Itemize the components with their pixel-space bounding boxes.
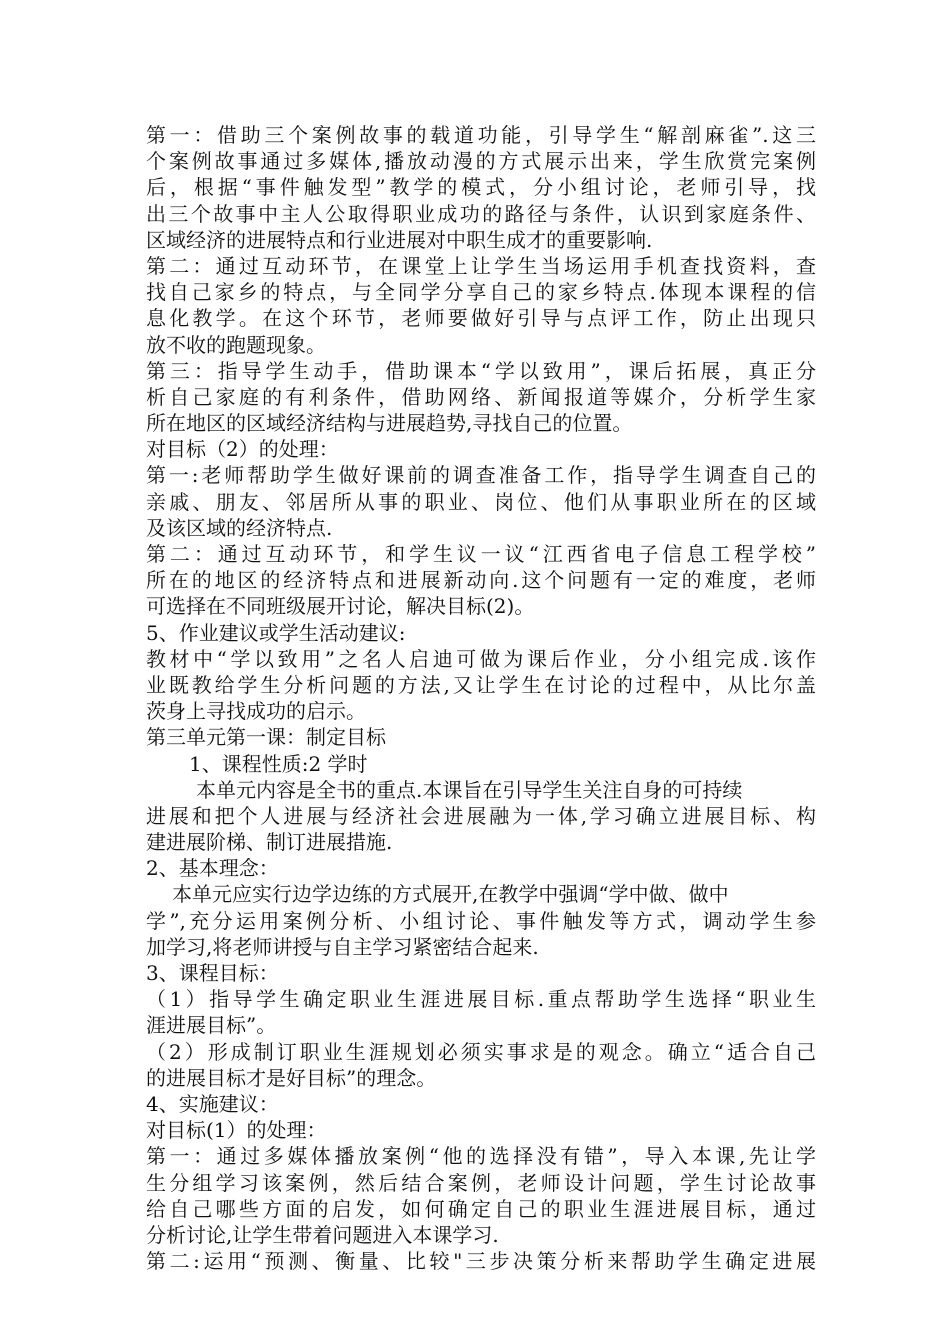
text-line: 教材中“学以致用”之名人启迪可做为课后作业，分小组完成.该作 bbox=[146, 646, 816, 671]
text-line: 生分组学习该案例，然后结合案例，老师设计问题，学生讨论故事 bbox=[146, 1170, 816, 1195]
text-line: 可选择在不同班级展开讨论，解决目标(2)。 bbox=[146, 594, 535, 619]
text-line: 3、课程目标： bbox=[146, 961, 279, 985]
text-line: 息化教学。在这个环节，老师要做好引导与点评工作，防止出现只 bbox=[146, 306, 816, 331]
text-line: 出三个故事中主人公取得职业成功的路径与条件，认识到家庭条件、 bbox=[146, 201, 816, 226]
text-line: 及该区域的经济特点. bbox=[146, 515, 333, 540]
text-line: 第三：指导学生动手，借助课本“学以致用”，课后拓展，真正分 bbox=[146, 358, 816, 383]
text-line: 第一：借助三个案例故事的载道功能，引导学生“解剖麻雀”.这三 bbox=[146, 123, 816, 147]
text-line: 对目标(1）的处理： bbox=[146, 1118, 327, 1143]
text-line: 1、课程性质:2 学时 bbox=[189, 751, 368, 776]
text-line: 找自己家乡的特点，与全同学分享自己的家乡特点.体现本课程的信 bbox=[146, 280, 816, 305]
text-line: 对目标（2）的处理： bbox=[146, 437, 339, 462]
text-line: 后，根据“事件触发型”教学的模式，分小组讨论，老师引导，找 bbox=[146, 175, 816, 200]
text-line: 本单元应实行边学边练的方式展开,在教学中强调“学中做、做中 bbox=[172, 882, 729, 907]
text-line: 放不收的跑题现象。 bbox=[146, 332, 326, 357]
text-line: 区域经济的进展特点和行业进展对中职生成才的重要影响. bbox=[146, 227, 653, 252]
text-line: 5、作业建议或学生活动建议: bbox=[146, 620, 406, 645]
text-line: （2）形成制订职业生涯规划必须实事求是的观念。确立“适合自己 bbox=[146, 1039, 816, 1064]
text-line: 建进展阶梯、制订进展措施. bbox=[146, 830, 393, 855]
text-line: 第一:老师帮助学生做好课前的调查准备工作，指导学生调查自己的 bbox=[146, 463, 816, 488]
text-line: 亲戚、朋友、邻居所从事的职业、岗位、他们从事职业所在的区域 bbox=[146, 489, 816, 514]
text-line: 涯进展目标”。 bbox=[146, 1013, 277, 1038]
text-line: 加学习,将老师讲授与自主学习紧密结合起来. bbox=[146, 934, 539, 959]
text-line: 业既教给学生分析问题的方法,又让学生在讨论的过程中，从比尔盖 bbox=[146, 672, 816, 697]
text-line: 第三单元第一课：制定目标 bbox=[146, 725, 386, 750]
text-line: 第一：通过多媒体播放案例“他的选择没有错”，导入本课,先让学 bbox=[146, 1144, 816, 1169]
text-line: 2、基本理念： bbox=[146, 856, 279, 881]
text-line: 4、实施建议： bbox=[146, 1091, 279, 1116]
document-body bbox=[146, 122, 816, 1274]
text-line: 第二：通过互动环节，和学生议一议“江西省电子信息工程学校” bbox=[146, 542, 816, 566]
text-line: 的进展目标才是好目标”的理念。 bbox=[146, 1065, 437, 1090]
text-line: 第二:运用“预测、衡量、比较"三步决策分析来帮助学生确定进展 bbox=[146, 1249, 816, 1274]
text-line: 本单元内容是全书的重点.本课旨在引导学生关注自身的可持续 bbox=[196, 777, 743, 802]
text-line: 分析讨论,让学生带着问题进入本课学习. bbox=[146, 1222, 499, 1247]
text-line: 给自己哪些方面的启发，如何确定自己的职业生涯进展目标，通过 bbox=[146, 1196, 816, 1221]
text-line: 进展和把个人进展与经济社会进展融为一体,学习确立进展目标、构 bbox=[146, 803, 816, 828]
text-line: 个案例故事通过多媒体,播放动漫的方式展示出来，学生欣赏完案例 bbox=[146, 149, 816, 174]
text-line: 茨身上寻找成功的启示。 bbox=[146, 699, 366, 724]
text-line: （1）指导学生确定职业生涯进展目标.重点帮助学生选择“职业生 bbox=[146, 987, 816, 1012]
text-line: 所在的地区的经济特点和进展新动向.这个问题有一定的难度，老师 bbox=[146, 568, 816, 593]
text-line: 第二：通过互动环节，在课堂上让学生当场运用手机查找资料，查 bbox=[146, 253, 816, 278]
text-line: 学”,充分运用案例分析、小组讨论、事件触发等方式，调动学生参 bbox=[146, 908, 816, 933]
text-line: 析自己家庭的有利条件，借助网络、新闻报道等媒介，分析学生家 bbox=[146, 384, 816, 409]
text-line: 所在地区的区域经济结构与进展趋势,寻找自己的位置。 bbox=[146, 411, 633, 436]
